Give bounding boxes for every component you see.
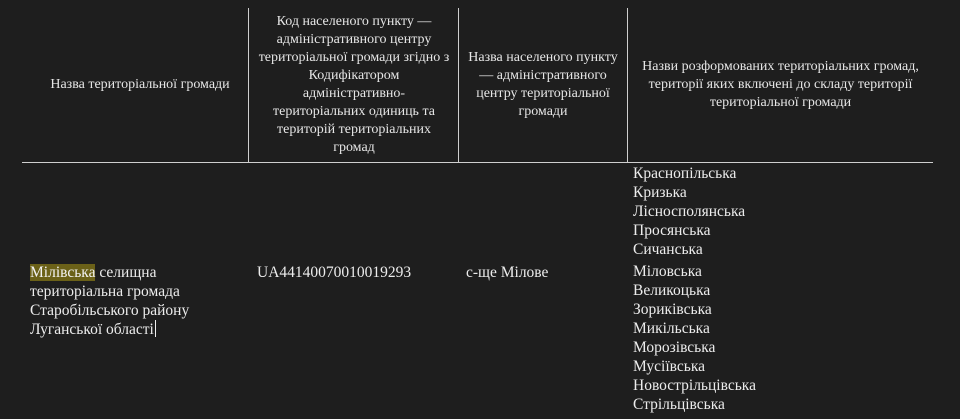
community-name-line3: Старобільського району	[30, 302, 190, 319]
list-item: Микільська	[633, 320, 710, 337]
list-item: Міловська	[633, 263, 702, 280]
header-divider	[22, 162, 933, 163]
merged-communities-list	[633, 164, 756, 414]
list-item: Великоцька	[633, 282, 711, 299]
community-name-line4: Луганської області	[30, 321, 154, 338]
settlement-code-cell: UA44140070010019293	[257, 264, 412, 281]
list-item: Стрільцівська	[633, 396, 725, 413]
community-name-line1: селищна	[95, 264, 157, 281]
header-settlement-code: Код населеного пункту — адміністративного центру територіальної громади згідно з Кодифікатором адміністративно-територіальних одиниць та територій територіальних громад	[258, 14, 450, 155]
list-item: Сичанська	[633, 241, 703, 258]
text-caret	[155, 320, 156, 337]
list-item: Новострільцівська	[633, 377, 756, 394]
list-item: Лісносполянська	[633, 203, 746, 220]
list-item: Просянська	[633, 222, 711, 239]
community-name-cell[interactable]	[30, 263, 189, 339]
search-highlight: Мілівська	[30, 264, 96, 281]
list-item: Кризька	[633, 184, 687, 201]
community-name-line2: територіальна громада	[30, 283, 180, 300]
header-admin-center-name: Назва населеного пункту — адміністративного центру територіальної громади	[468, 50, 618, 119]
list-item: Мусіївська	[633, 358, 705, 375]
admin-center-cell: с-ще Мілове	[466, 264, 549, 281]
list-item: Зориківська	[633, 301, 712, 318]
list-item: Морозівська	[633, 339, 716, 356]
header-merged-communities: Назви розформованих територіальних громад, території яких включені до складу території територіальної громади	[642, 59, 919, 110]
list-item: Краснопільська	[633, 165, 737, 182]
header-territorial-community: Назва територіальної громади	[50, 77, 230, 92]
